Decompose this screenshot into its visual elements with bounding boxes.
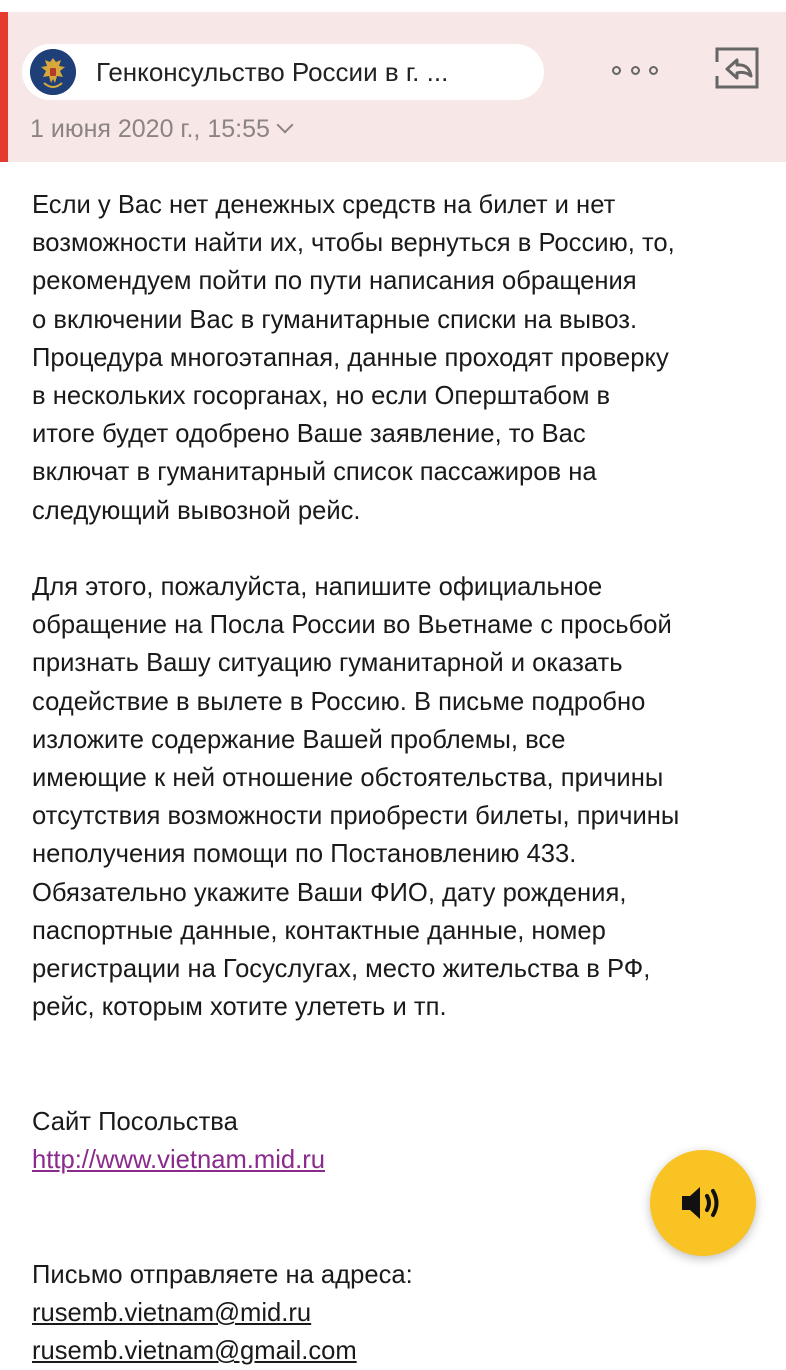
date-text: 1 июня 2020 г., 15:55 (30, 115, 270, 143)
emails-block (32, 1256, 767, 1370)
dot (631, 66, 640, 75)
reply-icon[interactable] (713, 46, 761, 90)
top-strip (0, 0, 786, 12)
speaker-icon (678, 1183, 728, 1223)
embassy-site-link[interactable]: http://www.vietnam.mid.ru (32, 1146, 326, 1175)
paragraph-1: Если у Вас нет денежных средств на билет и нет возможности найти их, чтобы вернуться в Россию, то, рекомендуем пойти по пути написания обращения о включении Вас в гуманитарные списки на вывоз. Процедура многоэтапная, данные проходят проверку в нескольких госорганах, но если Оперштабом в итоге будет одобрено Ваше заявление, то Вас включат в гуманитарный список пассажиров на следующий вывозной рейс. (32, 191, 675, 525)
sender-name: Генконсульство России в г. ... (96, 57, 449, 87)
unread-accent-bar (0, 12, 8, 162)
chevron-down-icon (276, 117, 293, 134)
email-link-2[interactable]: rusemb.vietnam@gmail.com (32, 1337, 357, 1366)
paragraph-2: Для этого, пожалуйста, напишите официальное обращение на Посла России во Вьетнаме с просьбой признать Вашу ситуацию гуманитарной и оказать содействие в вылете в Россию. В письме подробно изложите содержание Вашей проблемы, все имеющие к ней отношение обстоятельства, причины отсутствия возможности приобрести билеты, причины неполучения помощи по Постановлению 433. Обязательно укажите Ваши ФИО, дату рождения, паспортные данные, контактные данные, номер регистрации на Госуслугах, место жительства в РФ, рейс, которым хотите улететь и тп. (32, 573, 680, 1022)
site-label: Сайт Посольства (32, 1107, 238, 1136)
message-header (0, 12, 786, 162)
speaker-button[interactable] (650, 1150, 756, 1256)
send-to-label: Письмо отправляете на адреса: (32, 1260, 413, 1289)
more-dots-icon[interactable] (612, 58, 658, 82)
dot (649, 66, 658, 75)
sender-chip[interactable] (22, 44, 544, 100)
dot (612, 66, 621, 75)
message-date[interactable] (30, 115, 291, 144)
russian-coat-of-arms-icon (30, 49, 76, 95)
email-link-1[interactable]: rusemb.vietnam@mid.ru (32, 1298, 312, 1327)
